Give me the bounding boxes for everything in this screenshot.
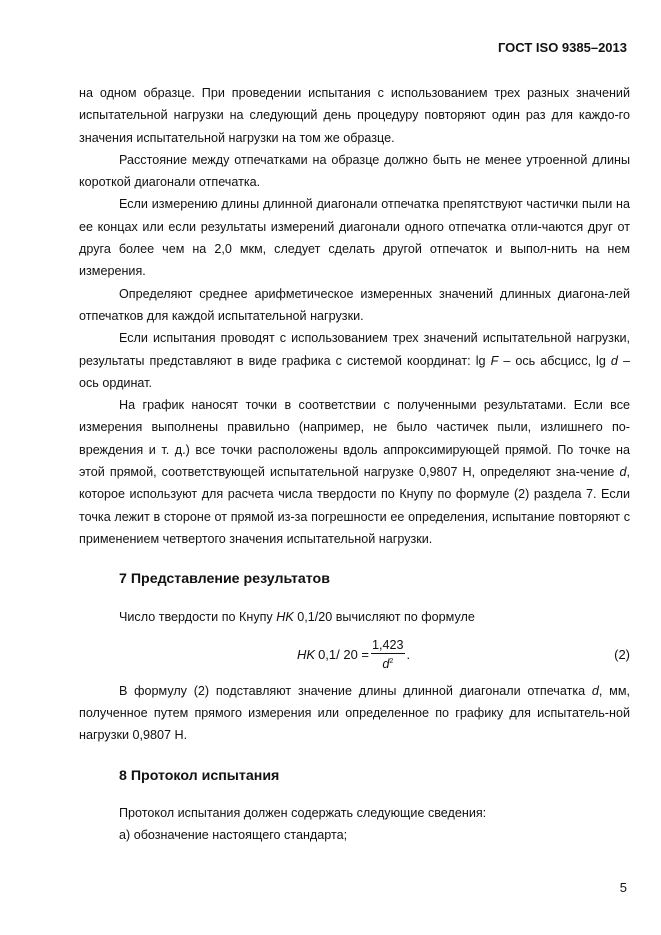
text-run: – ось абсцисс, lg bbox=[498, 353, 611, 368]
formula-number: (2) bbox=[614, 646, 630, 662]
paragraph-formula-usage bbox=[79, 680, 630, 747]
symbol-d: d bbox=[619, 465, 627, 480]
formula-symbol-hk: HK bbox=[297, 646, 316, 662]
formula-fraction bbox=[371, 638, 405, 672]
formula-exponent: 2 bbox=[389, 657, 394, 665]
paragraph-plot-points bbox=[79, 394, 630, 550]
formula-period: . bbox=[406, 646, 411, 662]
formula-denominator bbox=[382, 654, 393, 672]
document-header: ГОСТ ISO 9385–2013 bbox=[497, 40, 627, 55]
text-run: Число твердости по Кнупу bbox=[119, 609, 277, 624]
formula-numerator: 1,423 bbox=[372, 637, 404, 652]
page-number: 5 bbox=[619, 880, 627, 895]
formula-intro bbox=[79, 606, 630, 628]
protocol-item-a: а) обозначение настоящего стандарта; bbox=[119, 828, 348, 843]
symbol-d: d bbox=[610, 353, 618, 368]
paragraph-mean: Определяют среднее арифметическое измеренных значений длинных диагона-лей отпечатков для каждой испытательной нагрузки. bbox=[79, 286, 630, 323]
text-run: – ось ординат. bbox=[79, 353, 630, 390]
text-run: На график наносят точки в соответствии с полученными результатами. Если все измерения выполнены правильно (например, не было частичек пыли, излишнего по-вреждения и т. д.) все точки расположены вдоль аппроксимирующей прямой. По точке на этой прямой, соответствующей испытательной нагрузке 0,9807 Н, определяют зна-чение bbox=[79, 398, 630, 480]
protocol-intro: Протокол испытания должен содержать следующие сведения: bbox=[119, 806, 487, 821]
text-run: 0,1/20 вычисляют по формуле bbox=[293, 609, 475, 624]
text-run: В формулу (2) подставляют значение длины длинной диагонали отпечатка bbox=[119, 683, 592, 698]
symbol-d: d bbox=[591, 683, 599, 698]
text-run: , которое используют для расчета числа твердости по Кнупу по формуле (2) раздела 7. Если точка лежит в стороне от прямой из-за погрешности ее определения, испытание повторяют с применением четвертого значения испытательной нагрузки. bbox=[79, 465, 630, 546]
formula-expression bbox=[297, 635, 410, 675]
text-run: , мм, полученное путем прямого измерения или определенное по графику для испытатель-ной нагрузки 0,9807 Н. bbox=[79, 683, 630, 743]
formula-2 bbox=[79, 629, 630, 679]
formula-index: 0,1/ 20 = bbox=[318, 646, 370, 662]
section-7-heading: 7 Представление результатов bbox=[119, 571, 330, 588]
paragraph-dust: Если измерению длины длинной диагонали отпечатка препятствуют частички пыли на ее концах или если результаты измерений диагонали одного отпечатка отли-чаются друг от друга более чем на 2,0 мкм, следует сделать другой отпечаток и выпол-нить на нем измерения. bbox=[79, 197, 630, 279]
paragraph-graph bbox=[79, 327, 630, 394]
section-8-heading: 8 Протокол испытания bbox=[119, 767, 280, 784]
symbol-f: F bbox=[490, 353, 499, 368]
paragraph-spacing: Расстояние между отпечатками на образце должно быть не менее утроенной длины короткой диагонали отпечатка. bbox=[79, 152, 630, 190]
formula-denominator-symbol: d bbox=[382, 656, 390, 671]
symbol-hk: HK bbox=[276, 609, 294, 624]
paragraph-continuation: на одном образце. При проведении испытания с использованием трех разных значений испытательной нагрузки на следующий день процедуру повторяют один раз для каждо-го значения испытательной нагрузки на том же образце. bbox=[79, 86, 630, 145]
text-run: Если испытания проводят с использованием трех значений испытательной нагрузки, результаты представляют в виде графика с системой координат: lg bbox=[79, 331, 630, 368]
document-body bbox=[79, 82, 630, 847]
